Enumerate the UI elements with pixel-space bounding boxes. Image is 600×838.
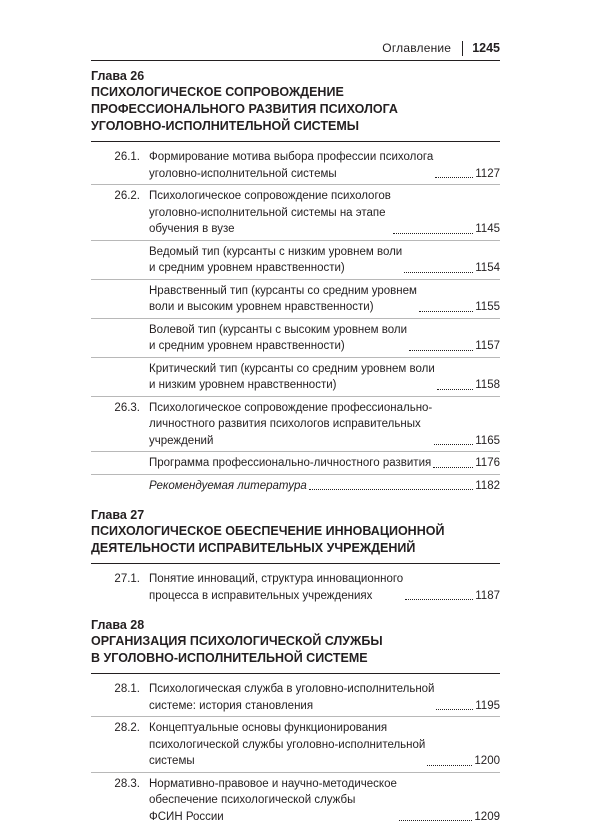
chapter-heading: [91, 617, 500, 674]
entry-body: [149, 681, 500, 714]
chapter-title: ОРГАНИЗАЦИЯ ПСИХОЛОГИЧЕСКОЙ СЛУЖБЫ В УГОЛОВНО-ИСПОЛНИТЕЛЬНОЙ СИСТЕМЕ: [91, 634, 383, 665]
entry-body: [149, 244, 500, 277]
running-head-section: Оглавление: [382, 41, 452, 55]
toc-entry[interactable]: [91, 184, 500, 240]
section-number: 26.2.: [114, 190, 140, 202]
chapter: [91, 617, 500, 827]
entry-page-number: 1145: [475, 223, 500, 235]
dot-leader: [436, 709, 473, 710]
entry-title: Концептуальные основы функционирования психологической службы уголовно-исполнительной системы: [149, 722, 426, 767]
chapter-heading: [91, 68, 500, 142]
entry-body: [149, 478, 500, 495]
page-number: 1245: [472, 41, 500, 55]
table-of-contents: [91, 68, 500, 838]
chapter-heading: [91, 507, 500, 564]
entry-page-number: 1209: [474, 810, 500, 823]
entry-page-number: 1157: [475, 340, 500, 352]
section-number: 26.1.: [114, 151, 140, 163]
dot-leader: [437, 389, 474, 390]
chapter-title: ПСИХОЛОГИЧЕСКОЕ ОБЕСПЕЧЕНИЕ ИННОВАЦИОННОЙ ДЕЯТЕЛЬНОСТИ ИСПРАВИТЕЛЬНЫХ УЧРЕЖДЕНИЙ: [91, 524, 445, 555]
header-rule: [91, 60, 500, 61]
toc-entry[interactable]: [91, 570, 500, 606]
chapter: [91, 68, 500, 496]
toc-entry[interactable]: [91, 474, 500, 497]
chapter-label: Глава 28: [91, 618, 145, 632]
entry-page-number: 1176: [475, 457, 500, 469]
entry-title: Программа профессионально-личностного развития: [149, 457, 432, 469]
toc-entry[interactable]: [91, 148, 500, 184]
section-number: 27.1.: [114, 573, 140, 585]
dot-leader: [399, 820, 473, 821]
entry-title: Нравственный тип (курсанты со средним уровнем воли и высоким уровнем нравственности): [149, 284, 417, 313]
entry-title: Психологическая служба в уголовно-исполнительной системе: история становления: [149, 683, 435, 712]
dot-leader: [309, 489, 474, 490]
entry-body: [149, 361, 500, 394]
running-head-divider: [462, 41, 463, 56]
dot-leader: [409, 350, 473, 351]
entry-title: Рекомендуемая литература: [149, 479, 307, 492]
entry-body: [149, 188, 500, 238]
entry-title: Волевой тип (курсанты с высоким уровнем воли и средним уровнем нравственности): [149, 323, 408, 352]
section-number: 28.2.: [114, 722, 140, 734]
entry-body: [149, 571, 500, 604]
section-number: 28.3.: [114, 777, 140, 790]
entry-body: [149, 455, 500, 472]
dot-leader: [393, 233, 473, 234]
entry-page-number: 1154: [475, 262, 500, 274]
toc-entry[interactable]: [91, 680, 500, 716]
toc-entry[interactable]: [91, 772, 500, 828]
entry-page-number: 1165: [475, 434, 500, 447]
entry-body: [149, 283, 500, 316]
entry-page-number: 1195: [475, 699, 500, 712]
chapter-title: ПСИХОЛОГИЧЕСКОЕ СОПРОВОЖДЕНИЕ ПРОФЕССИОНАЛЬНОГО РАЗВИТИЯ ПСИХОЛОГА УГОЛОВНО-ИСПОЛНИТЕЛЬНОЙ СИСТЕМЫ: [91, 85, 398, 133]
toc-entry[interactable]: [91, 396, 500, 452]
dot-leader: [434, 444, 473, 445]
section-number: 26.3.: [114, 401, 140, 414]
entry-title: Ведомый тип (курсанты с низким уровнем воли и средним уровнем нравственности): [149, 245, 403, 274]
toc-entry[interactable]: [91, 279, 500, 318]
entry-body: [149, 322, 500, 355]
entry-page-number: 1187: [475, 589, 500, 602]
section-number: 28.1.: [114, 683, 140, 695]
dot-leader: [435, 177, 473, 178]
entry-body: [149, 400, 500, 450]
entry-title: Психологическое сопровождение профессионально- личностного развития психологов исправительных учреждений: [149, 401, 433, 447]
entry-page-number: 1182: [475, 479, 500, 492]
chapter: [91, 507, 500, 606]
running-head: [382, 40, 500, 56]
toc-entry[interactable]: [91, 240, 500, 279]
toc-entry[interactable]: [91, 357, 500, 396]
entry-page-number: 1155: [475, 301, 500, 313]
entry-page-number: 1200: [474, 755, 500, 767]
dot-leader: [427, 765, 472, 766]
entry-title: Понятие инноваций, структура инновационного процесса в исправительных учреждениях: [149, 573, 404, 602]
entry-body: [149, 776, 500, 826]
entry-title: Критический тип (курсанты со средним уровнем воли и низким уровнем нравственности): [149, 362, 435, 391]
dot-leader: [405, 599, 473, 600]
entry-page-number: 1158: [475, 379, 500, 391]
entry-title: Формирование мотива выбора профессии психолога уголовно-исполнительной системы: [149, 151, 434, 180]
toc-entry[interactable]: [91, 716, 500, 772]
dot-leader: [404, 272, 473, 273]
entry-title: Нормативно-правовое и научно-методическое обеспечение психологической службы ФСИН России: [149, 777, 397, 823]
chapter-label: Глава 27: [91, 508, 145, 522]
chapter-label: Глава 26: [91, 69, 145, 83]
entry-title: Психологическое сопровождение психологов уголовно-исполнительной системы на этапе обучения в вузе: [149, 190, 391, 235]
entry-body: [149, 720, 500, 770]
entry-body: [149, 149, 500, 182]
entry-page-number: 1127: [475, 167, 500, 180]
dot-leader: [419, 311, 473, 312]
dot-leader: [433, 467, 473, 468]
toc-entry[interactable]: [91, 318, 500, 357]
toc-entry[interactable]: [91, 451, 500, 474]
